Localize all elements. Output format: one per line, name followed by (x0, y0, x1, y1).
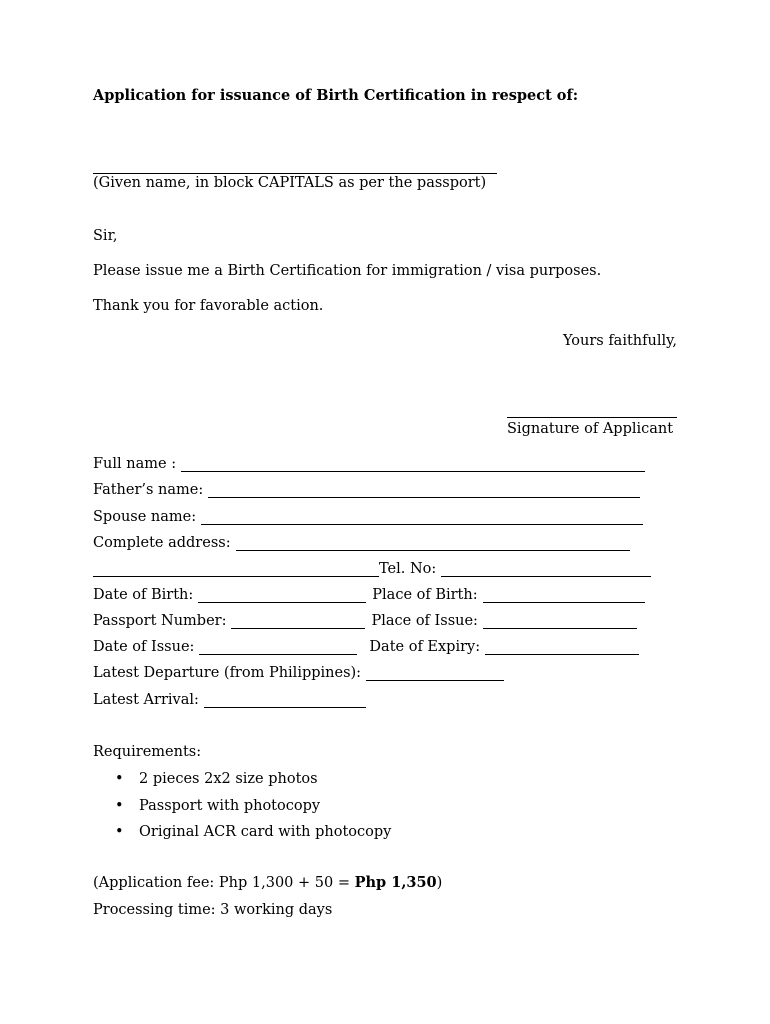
full-name-row (93, 454, 645, 474)
fee-prefix: (Application fee: Php 1,300 + 50 = (93, 875, 355, 891)
application-fee (93, 873, 442, 893)
date-of-birth-field[interactable] (198, 588, 366, 603)
given-name-caption: (Given name, in block CAPITALS as per the passport) (93, 175, 487, 191)
full-name-label: Full name : (93, 456, 177, 472)
closing-text: Yours faithfully, (562, 333, 677, 349)
spouse-name-field[interactable] (201, 510, 643, 525)
bullet-icon: • (115, 771, 124, 787)
place-of-birth-label: Place of Birth: (372, 587, 478, 603)
latest-departure-field[interactable] (366, 666, 504, 681)
place-of-birth-field[interactable] (483, 588, 645, 603)
processing-time: Processing time: 3 working days (93, 902, 333, 918)
salutation: Sir, (93, 228, 118, 244)
passport-row (93, 611, 637, 631)
tel-no-field[interactable] (441, 562, 651, 577)
place-of-issue-field[interactable] (483, 614, 637, 629)
date-of-expiry-field[interactable] (485, 640, 639, 655)
fee-total: Php 1,350 (354, 874, 437, 891)
address-tel-row (93, 559, 651, 579)
request-text: Please issue me a Birth Certification for immigration / visa purposes. (93, 263, 602, 279)
requirements-title: Requirements: (93, 744, 202, 760)
fee-suffix: ) (436, 875, 443, 891)
requirement-text: Passport with photocopy (139, 797, 321, 814)
birth-row (93, 585, 645, 605)
spouse-name-row (93, 507, 643, 527)
spouse-name-label: Spouse name: (93, 509, 197, 525)
issue-expiry-row (93, 637, 639, 657)
thanks-text: Thank you for favorable action. (93, 298, 324, 314)
fathers-name-row (93, 480, 640, 500)
full-name-field[interactable] (181, 457, 645, 472)
passport-number-label: Passport Number: (93, 613, 227, 629)
signature-blank[interactable] (507, 417, 677, 418)
place-of-issue-label: Place of Issue: (371, 613, 478, 629)
latest-departure-label: Latest Departure (from Philippines): (93, 665, 362, 681)
complete-address-field[interactable] (236, 536, 630, 551)
list-item (93, 822, 391, 849)
address-line-2-field[interactable] (93, 562, 379, 577)
latest-arrival-label: Latest Arrival: (93, 692, 199, 708)
tel-no-label: Tel. No: (379, 561, 437, 577)
complete-address-label: Complete address: (93, 535, 231, 551)
complete-address-row (93, 533, 630, 553)
date-of-issue-label: Date of Issue: (93, 639, 195, 655)
latest-arrival-field[interactable] (204, 693, 366, 708)
date-of-issue-field[interactable] (199, 640, 357, 655)
fathers-name-label: Father’s name: (93, 482, 204, 498)
list-item (93, 769, 391, 796)
bullet-icon: • (115, 824, 124, 840)
requirement-text: 2 pieces 2x2 size photos (139, 771, 318, 787)
bullet-icon: • (115, 797, 124, 814)
requirements-list (93, 769, 391, 849)
requirement-text: Original ACR card with photocopy (139, 824, 392, 840)
latest-arrival-row (93, 690, 366, 710)
signature-caption: Signature of Applicant (507, 421, 674, 437)
fathers-name-field[interactable] (208, 483, 640, 498)
latest-departure-row (93, 663, 504, 683)
date-of-expiry-label: Date of Expiry: (369, 639, 481, 655)
date-of-birth-label: Date of Birth: (93, 587, 194, 603)
form-title: Application for issuance of Birth Certification in respect of: (93, 87, 579, 104)
list-item (93, 796, 391, 823)
passport-number-field[interactable] (231, 614, 365, 629)
